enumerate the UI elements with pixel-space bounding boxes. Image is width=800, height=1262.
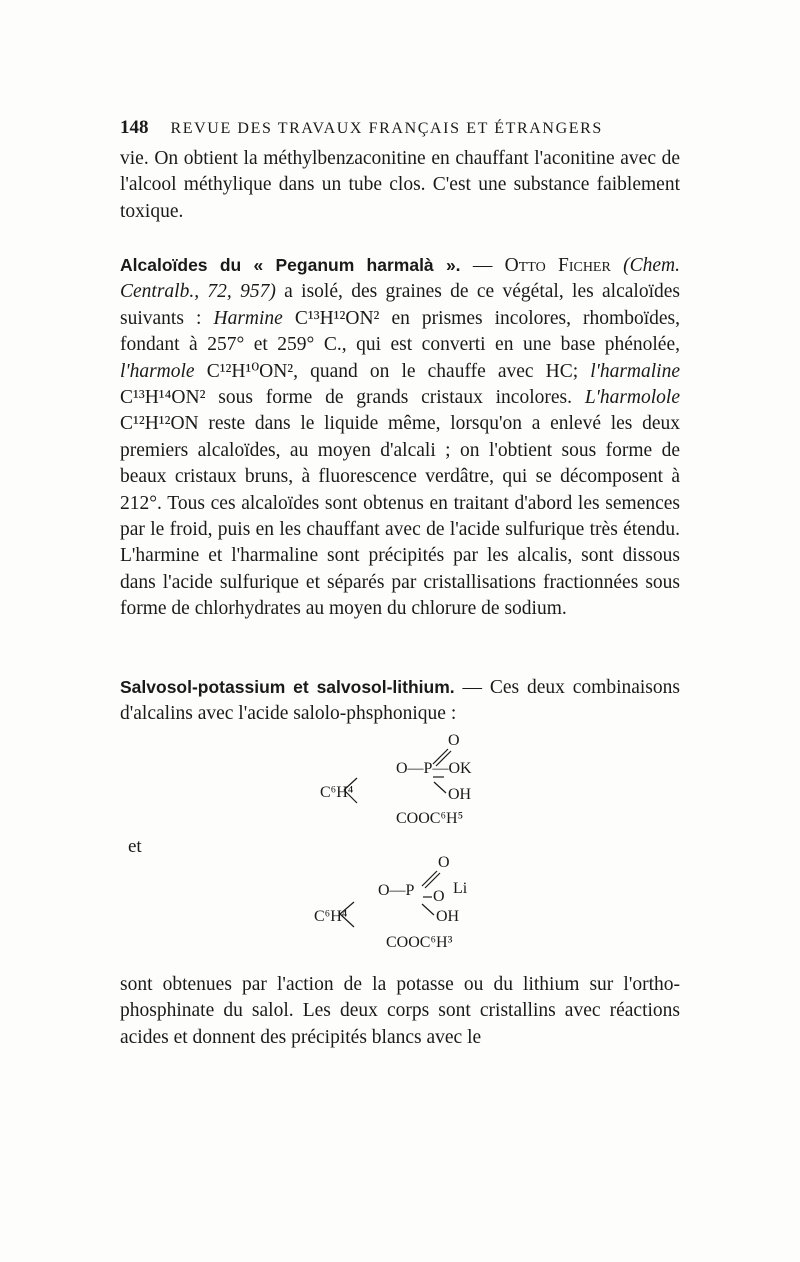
lithium-label: Li [453,880,468,897]
text-run: reste dans le liquide même, lorsqu'on a enlevé les deux premiers alcaloïdes, au moyen d'alcali ; on l'obtient sous forme de beaux cristaux bruns, à fluorescence verdâtre, qui se décomposent à 212°. Tous ces alcaloïdes sont obtenus en traitant d'abord les semences par le froid, puis en les chauffant avec de l'acide sulfurique très étendu. L'harmine et l'harmaline sont précipités par les alcalis, sont dissous dans l'acide sulfurique et séparés par cristallisations fractionnées sous forme de chlorhydrates au moyen du chlorure de sodium. [120,413,680,620]
ester-label: COOC⁶H⁵ [396,810,464,827]
dash: — [460,255,505,276]
peganum-paragraph [120,252,680,623]
section-heading: Salvosol-potassium et salvosol-lithium. [120,677,455,697]
intro-text: vie. On obtient la méthylbenzaconitine en chauffant l'aconitine avec de l'alcool méthylique dans un tube clos. C'est une substance faiblement toxique. [120,148,680,222]
hydroxyl-label: OH [448,786,472,803]
compound-name: l'harmole [120,360,195,382]
benzene-ring-label: C⁶H⁴ [314,908,348,925]
running-header [120,117,680,139]
section-heading: Alcaloïdes du « Peganum harmalà ». [120,255,461,275]
text-run: , quand on le chauffe avec HC; [293,360,591,382]
journal-title: REVUE DES TRAVAUX FRANÇAIS ET ÉTRANGERS [170,120,603,137]
compound-name: L'harmolole [584,387,680,409]
benzene-ring-label: C⁶H⁴ [320,784,354,801]
paragraph-intro [120,146,680,225]
text-run: en prismes incolores, rhomboïdes, fondant à 257° et 259° C., qui est converti en une base phénolée, [120,307,681,356]
section-salvosol [120,674,680,728]
dash: — [454,677,490,698]
oxygen-label: O [438,854,450,871]
compound-name: l'harmaline [590,360,680,382]
chemical-formula: C¹²H¹⁰ON² [206,360,294,382]
salvosol-paragraph [120,674,680,728]
text-run: Ces deux combinaisons d'alcalins avec l'acide salolo-phsphonique : [120,677,680,725]
phosphonate-chain: O—P [378,882,415,899]
structural-formula-potassium [300,730,520,830]
connector-word: et [128,836,142,857]
structural-formula-lithium [300,852,530,952]
ester-label: COOC⁶H³ [386,934,453,951]
compound-name: Harmine [213,307,283,329]
page-number: 148 [120,117,149,138]
chemical-formula: C¹²H¹²ON [120,413,199,435]
text-run: sous forme de grands cristaux incolores. [205,387,585,409]
hydroxyl-label: OH [436,908,460,925]
author-name: Otto Ficher [504,255,611,276]
closing-text: sont obtenues par l'action de la potasse ou du lithium sur l'ortho-phosphinate du salol. Les deux corps sont cristallins avec réactions acides et donnent des précipités blancs avec le [120,974,680,1048]
chemical-formula: C¹³H¹²ON² [294,307,380,329]
text-run: a isolé, des graines de ce végétal, les alcaloïdes suivants : [120,281,680,329]
chemical-formula: C¹³H¹⁴ON² [120,387,206,409]
section-peganum [120,252,680,623]
phosphonate-chain: O—P—OK [396,760,472,777]
closing-paragraph [120,972,680,1051]
oxygen-label: O [433,888,445,905]
oxygen-label: O [448,732,460,749]
citation: (Chem. Centralb., 72, 957) [120,255,680,303]
